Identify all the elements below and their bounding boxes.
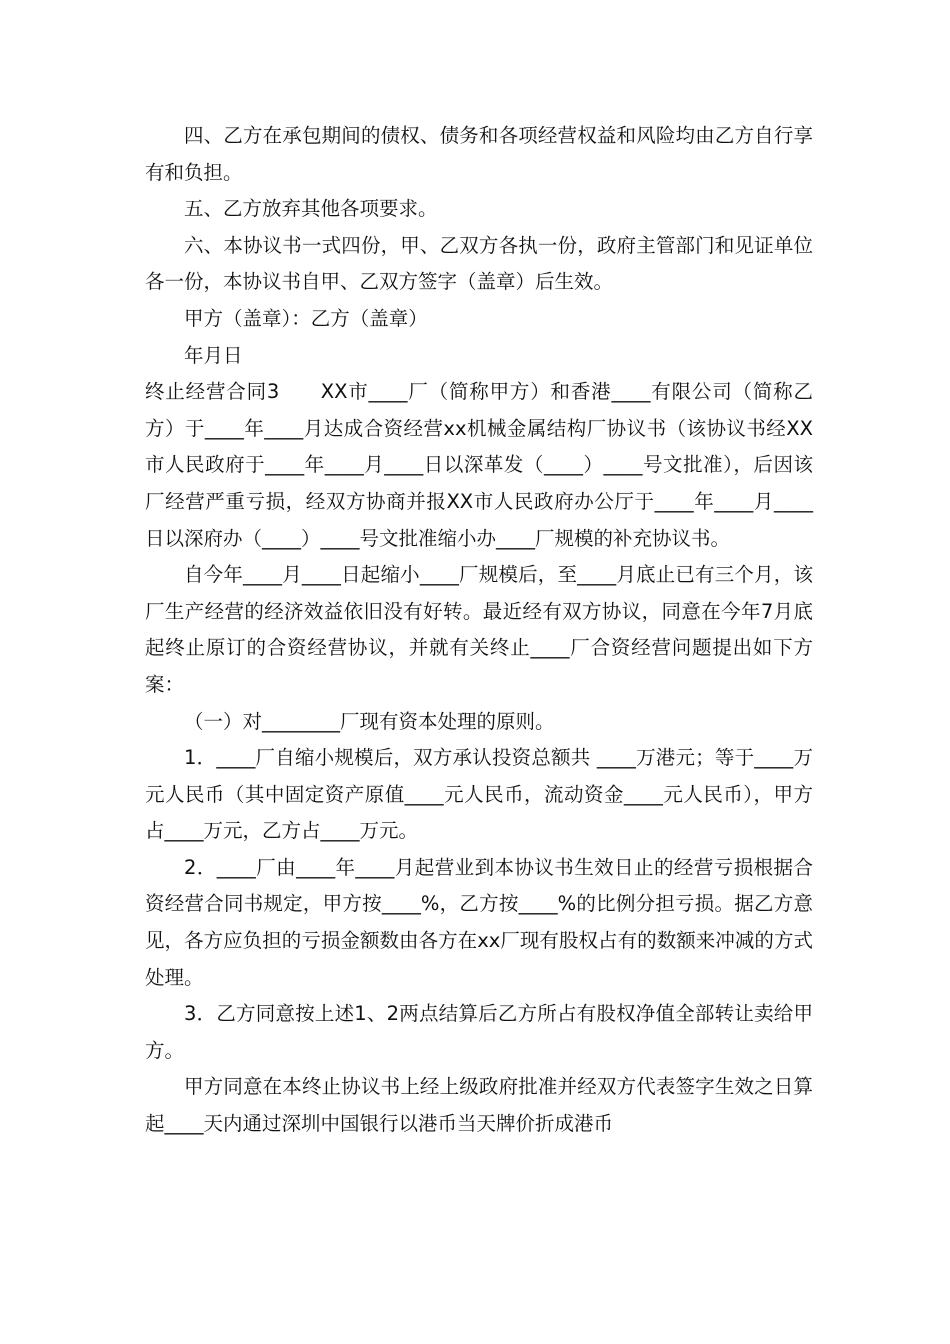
- document-body: [145, 118, 813, 1143]
- contract-3-intro: 终止经营合同3 XX市____厂（简称甲方）和香港____有限公司（简称乙方）于____年____月达成合资经营xx机械金属结构厂协议书（该协议书经XX市人民政府于____年____月____日以深革发（____）____号文批准），后因该厂经营严重亏损，经双方协商并报XX市人民政府办公厅于____年____月____日以深府办（____）____号文批准缩小办____厂规模的补充协议书。: [145, 380, 813, 550]
- item-1: 1．____厂自缩小规模后，双方承认投资总额共 ____万港元；等于____万元人民币（其中固定资产原值____元人民币，流动资金____元人民币），甲方占____万元，乙方占____万元。: [145, 746, 813, 843]
- signature-line: 甲方（盖章）：乙方（盖章）: [184, 306, 428, 330]
- date-line: 年月日: [184, 343, 243, 367]
- paragraph-payment: 甲方同意在本终止协议书上经上级政府批准并经双方代表签字生效之日算起____天内通过深圳中国银行以港币当天牌价折成港币: [145, 1075, 813, 1136]
- item-3: 3．乙方同意按上述1、2两点结算后乙方所占有股权净值全部转让卖给甲方。: [145, 1002, 813, 1062]
- paragraph-clause-5: 五、乙方放弃其他各项要求。: [184, 197, 438, 221]
- item-2: 2．____厂由____年____月起营业到本协议书生效日止的经营亏损根据合资经营合同书规定，甲方按____%，乙方按____%的比例分担亏损。据乙方意见，各方应负担的亏损金额数由各方在xx厂现有股权占有的数额来冲减的方式处理。: [145, 855, 813, 989]
- section-heading-1: （一）对________厂现有资本处理的原则。: [184, 709, 555, 733]
- paragraph-background: 自今年____月____日起缩小____厂规模后，至____月底止已有三个月，该厂生产经营的经济效益依旧没有好转。最近经有双方协议，同意在今年7月底起终止原订的合资经营协议，并就有关终止____厂合资经营问题提出如下方案：: [145, 563, 813, 696]
- paragraph-clause-4: 四、乙方在承包期间的债权、债务和各项经营权益和风险均由乙方自行享有和负担。: [145, 124, 813, 184]
- paragraph-clause-6: 六、本协议书一式四份，甲、乙双方各执一份，政府主管部门和见证单位各一份，本协议书自甲、乙双方签字（盖章）后生效。: [145, 233, 813, 294]
